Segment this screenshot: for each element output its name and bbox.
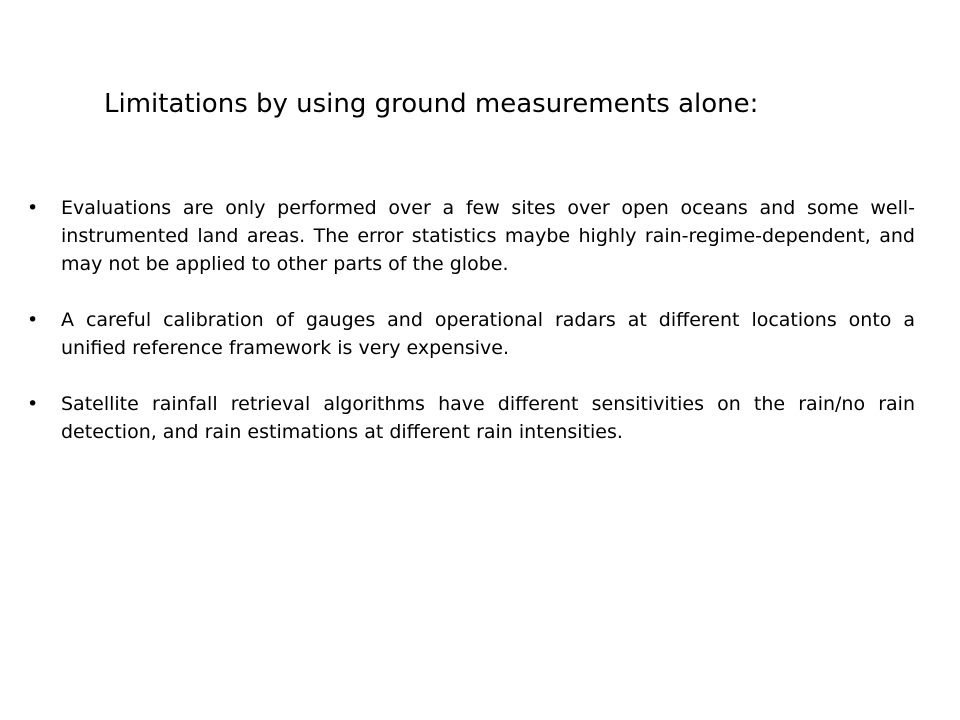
slide-title: Limitations by using ground measurements alone:	[104, 89, 759, 119]
bullet-item-ground-evaluations	[27, 194, 915, 278]
bullet-item-calibration-cost	[27, 306, 915, 362]
bullet-text: A careful calibration of gauges and operational radars at different locations onto a unified reference framework is very expensive.	[61, 309, 915, 359]
bullet-item-algorithm-sensitivity	[27, 390, 915, 446]
bullet-icon: •	[27, 197, 39, 219]
bullet-list	[0, 194, 960, 474]
bullet-icon: •	[27, 309, 39, 331]
bullet-text: Satellite rainfall retrieval algorithms have different sensitivities on the rain/no rain detection, and rain estimations at different rain intensities.	[61, 393, 915, 443]
bullet-text: Evaluations are only performed over a few sites over open oceans and some well-instrumented land areas. The error statistics maybe highly rain-regime-dependent, and may not be applied to other parts of the globe.	[61, 197, 915, 275]
bullet-icon: •	[27, 393, 39, 415]
